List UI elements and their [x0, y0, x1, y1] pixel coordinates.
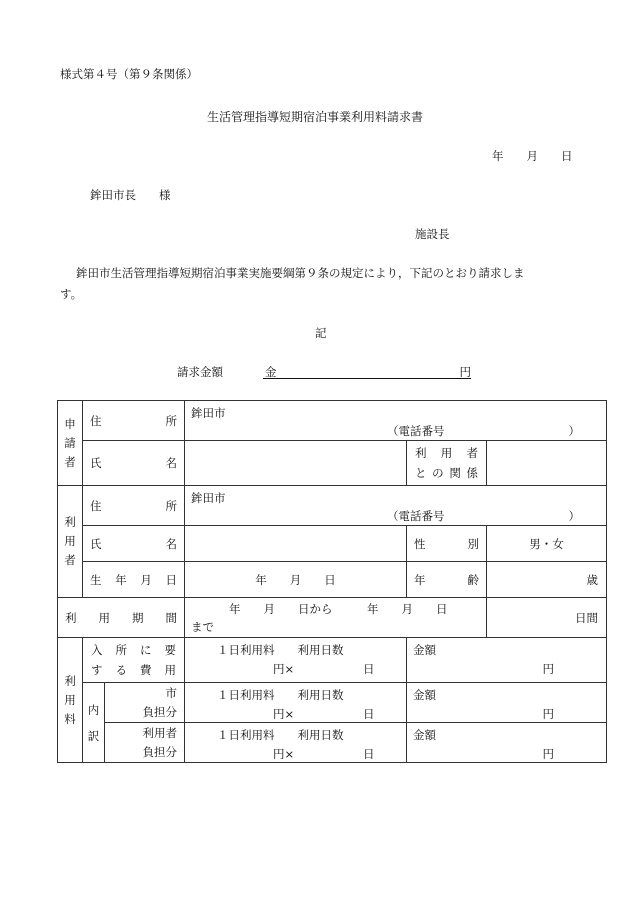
total-cost-calc-field[interactable]: １日利用料 利用日数 円× 日 [185, 638, 407, 683]
period-field[interactable]: 年 月 日から 年 月 日 まで [185, 598, 487, 638]
age-field[interactable]: 歳 [487, 562, 607, 598]
request-table [57, 400, 607, 763]
ki-label: 記 [315, 326, 327, 340]
issue-date: 年 月 日 [492, 149, 573, 163]
period-label: 利 用 期 間 [58, 598, 185, 638]
sex-field[interactable]: 男・女 [487, 526, 607, 562]
relation-field[interactable] [487, 441, 607, 486]
city-share-amount-field[interactable]: 金額 円 [407, 683, 607, 723]
period-days-field[interactable]: 日間 [487, 598, 607, 638]
body-text-line-1: 鉾田市生活管理指導短期宿泊事業実施要綱第９条の規定により，下記のとおり請求しま [76, 266, 525, 280]
applicant-address-field[interactable]: 鉾田市 （電話番号 ） [185, 401, 607, 441]
birthdate-label: 生 年 月 日 [83, 562, 185, 598]
document-title: 生活管理指導短期宿泊事業利用料請求書 [206, 110, 423, 124]
applicant-address-label: 住 所 [83, 401, 185, 441]
user-name-label: 氏 名 [83, 526, 185, 562]
user-share-label: 利用者 負担分 [105, 723, 185, 763]
addressee: 鉾田市長 様 [90, 188, 171, 202]
claim-yen: 円 [459, 365, 471, 379]
sex-label: 性 別 [407, 526, 487, 562]
claim-amount-field[interactable] [263, 364, 471, 379]
user-address-field[interactable]: 鉾田市 （電話番号 ） [185, 486, 607, 526]
form-number: 様式第４号（第９条関係） [60, 67, 198, 81]
user-share-calc-field[interactable]: １日利用料 利用日数 円× 日 [185, 723, 407, 763]
user-share-amount-field[interactable]: 金額 円 [407, 723, 607, 763]
applicant-name-label: 氏 名 [83, 441, 185, 486]
total-cost-label: 入 所 に 要 す る 費 用 [83, 638, 185, 683]
total-cost-amount-field[interactable]: 金額 円 [407, 638, 607, 683]
user-name-field[interactable] [185, 526, 407, 562]
fee-section-label: 利 用 料 [58, 638, 83, 763]
city-share-calc-field[interactable]: １日利用料 利用日数 円× 日 [185, 683, 407, 723]
relation-label: 利 用 者 と の 関 係 [407, 441, 487, 486]
sender: 施設長 [415, 227, 450, 241]
applicant-name-field[interactable] [185, 441, 407, 486]
claim-amount-label: 請求金額 [177, 365, 223, 379]
breakdown-label: 内 訳 [83, 683, 105, 763]
city-share-label: 市 負担分 [105, 683, 185, 723]
body-text-line-2: す。 [60, 287, 83, 301]
applicant-section-label: 申 請 者 [58, 401, 83, 486]
user-section-label: 利 用 者 [58, 486, 83, 598]
birthdate-field[interactable]: 年 月 日 [185, 562, 407, 598]
age-label: 年 齢 [407, 562, 487, 598]
claim-kin: 金 [265, 365, 277, 379]
user-address-label: 住 所 [83, 486, 185, 526]
